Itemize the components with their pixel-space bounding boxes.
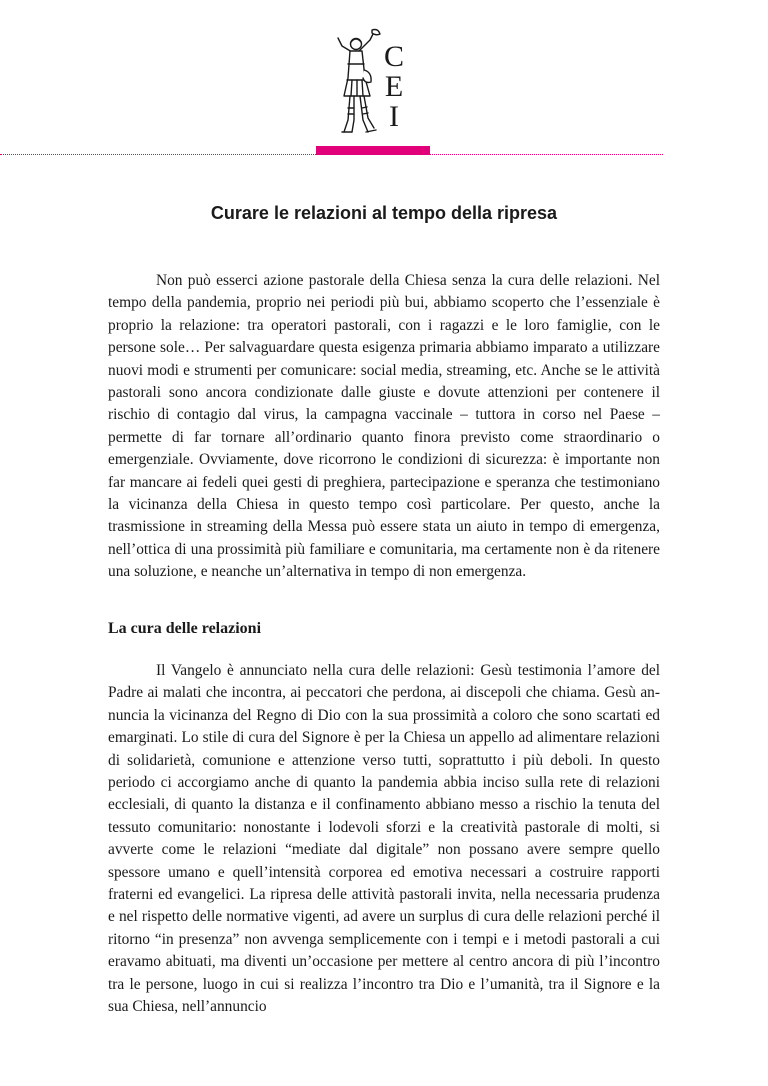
- header-accent-bar: [316, 146, 430, 155]
- logo-letter-c: C: [383, 40, 404, 73]
- body-paragraph-2-text: Il Vangelo è annunciato nella cura delle relazioni: Gesù testimonia l’amore del Padre ai malati che incontra, ai peccatori che perdona, ai discepoli che chiama. Gesù annuncia la vicinanza del Regno di Dio con la sua prossimità a coloro che sono scartati ed emarginati. Lo stile di cura del Signore è per la Chiesa un appello ad alimentare relazioni di solidarietà, comunione e attenzione verso tutti, soprattutto i più deboli. In questo periodo ci accorgiamo anche di quanto la pandemia abbia inciso sulla rete di relazioni ecclesiali, di quanto la distanza e il confinamento abbiano messo a rischio la tenuta del tessuto comunitario: nonostante i lodevoli sforzi e la creatività pastorale di molti, si avverte come le relazioni “mediate dal digitale” non possano avere sempre quello spessore umano e quell’intensità corporea ed emotiva necessari a costruire rapporti fraterni ed evangelici. La ripresa delle attività pastorali invita, nella necessaria prudenza e nel rispetto delle normative vigenti, ad avere un surplus di cura delle relazioni perché il ritorno “in presenza” non avvenga semplicemente con i tempi e i metodi pastorali a cui eravamo abituati, ma diventi un’occasione per mettere al centro ancora di più l’incontro tra le persone, luogo in cui si realizza l’incontro tra Dio e l’umanità, tra il Signore e la sua Chiesa, nell’annuncio: [108, 662, 660, 1016]
- logo-letter-e: E: [384, 70, 404, 103]
- logo-letter-i: I: [389, 100, 399, 133]
- body-paragraph-1: [108, 270, 660, 584]
- body-paragraph-1-text: Non può esserci azione pastorale della Chiesa senza la cura delle relazioni. Nel tempo della pandemia, proprio nei periodi più bui, abbiamo scoperto che l’essenziale è proprio la relazione: tra operatori pastorali, con i ragazzi e le loro famiglie, con le persone sole… Per salvaguardare questa esigenza primaria abbiamo imparato a utilizzare nuovi modi e strumenti per comunicare: social media, streaming, etc. Anche se le attività pastorali sono ancora condizionate dalle giuste e dovute attenzioni per contenere il rischio di contagio dal virus, la campagna vaccinale – tuttora in corso nel Paese – permette di far tornare all’ordinario quanto finora previsto come straordinario o emergenziale. Ovviamente, dove ricorrono le condizioni di sicurezza: è importante non far mancare ai fedeli quei gesti di preghiera, partecipazione e speranza che testimoniano la vicinanza della Chiesa in questo tempo così particolare. Per questo, anche la trasmissione in streaming della Messa può essere stata un aiuto in tempo di emergenza, nell’ottica di una prossimità più familiare e comunitaria, ma certamente non è da ritenere una soluzione, e neanche un’alternativa in tempo di non emergenza.: [108, 272, 660, 581]
- dotted-rule-right: [430, 154, 663, 155]
- sower-figure-icon: [330, 24, 386, 142]
- section-heading: La cura delle relazioni: [108, 620, 262, 637]
- cei-letters: [382, 42, 406, 132]
- page-title: Curare le relazioni al tempo della ripresa: [210, 203, 558, 223]
- cei-logo: [330, 24, 410, 142]
- dotted-rule-left: [0, 154, 316, 155]
- body-paragraph-2: [108, 660, 660, 1019]
